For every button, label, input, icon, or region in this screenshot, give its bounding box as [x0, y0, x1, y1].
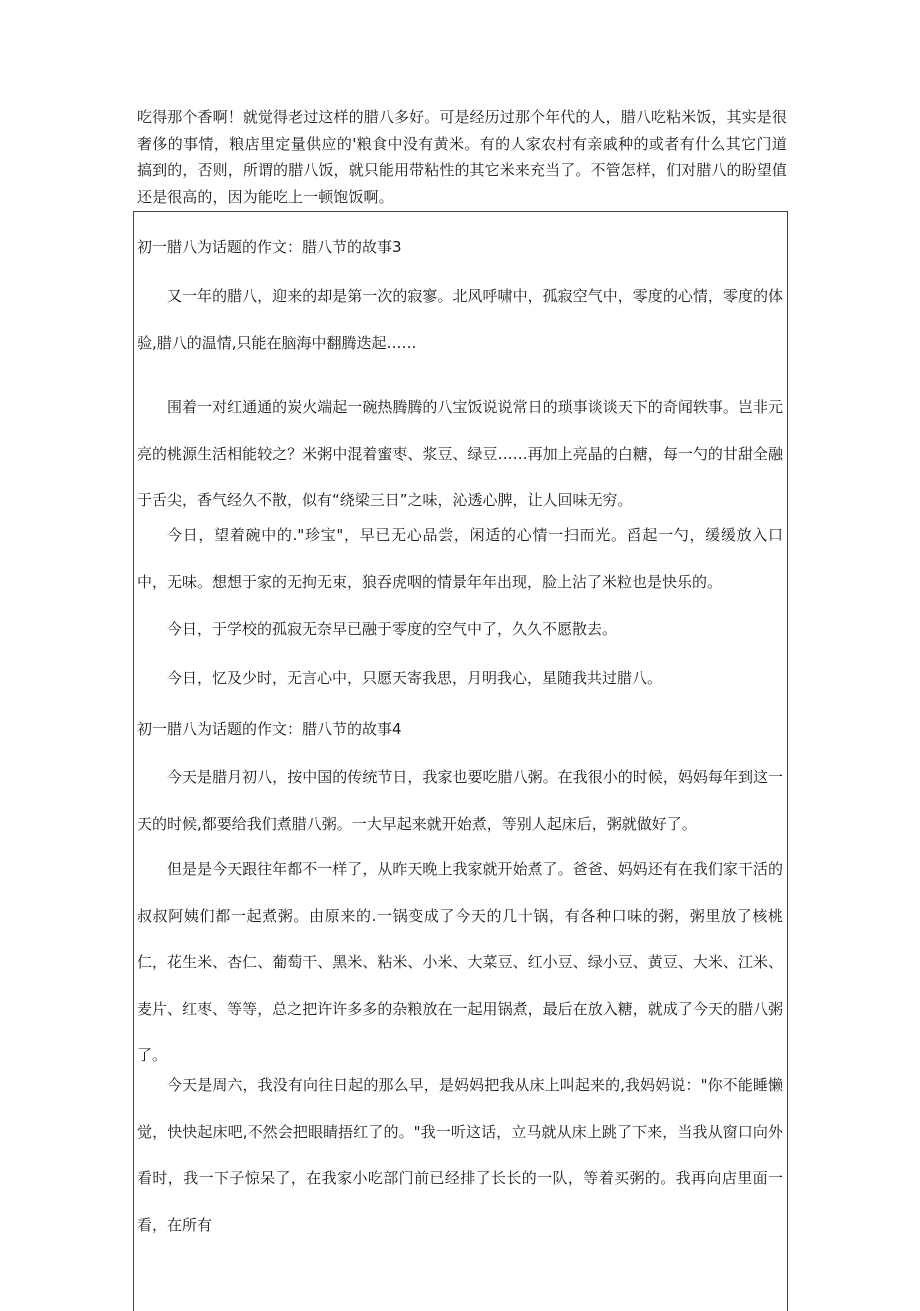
story4-paragraph-1: 今天是腊月初八，按中国的传统节日，我家也要吃腊八粥。在我很小的时候，妈妈每年到这一天的时候,都要给我们煮腊八粥。一大早起来就开始煮，等别人起床后，粥就做好了。	[137, 768, 783, 833]
story3-paragraph-3: 今日，望着碗中的."珍宝"，早已无心品尝，闲适的心情一扫而光。舀起一勺，缓缓放入口中，无味。想想于家的无拘无束，狼吞虎咽的情景年年出现，脸上沾了米粒也是快乐的。	[137, 526, 783, 591]
story4-title: 初一腊八为话题的作文：腊八节的故事4	[137, 720, 402, 738]
story4-paragraph-2: 但是是今天跟往年都不一样了，从昨天晚上我家就开始煮了。爸爸、妈妈还有在我们家干活的叔叔阿姨们都一起煮粥。由原来的.一锅变成了今天的几十锅，有各种口味的粥，粥里放了核桃仁，花生米、杏仁、葡萄干、黑米、粘米、小米、大菜豆、红小豆、绿小豆、黄豆、大米、江米、麦片、红枣、等等，总之把许许多多的杂粮放在一起用锅煮，最后在放入糖，就成了今天的腊八粥了。	[137, 860, 783, 1064]
story4-paragraph-3: 今天是周六，我没有向往日起的那么早，是妈妈把我从床上叫起来的,我妈妈说："你不能睡懒觉，快快起床吧,不然会把眼睛捂红了的。"我一听这话，立马就从床上跳了下来，当我从窗口向外看时，我一下子惊呆了，在我家小吃部门前已经排了长长的一队，等着买粥的。我再向店里面一看，在所有	[137, 1076, 783, 1234]
story3-paragraph-4: 今日，于学校的孤寂无奈早已融于零度的空气中了，久久不愿散去。	[167, 620, 618, 638]
story3-title: 初一腊八为话题的作文：腊八节的故事3	[137, 238, 402, 256]
story3-paragraph-5: 今日，忆及少时，无言心中，只愿天寄我思，月明我心，星随我共过腊八。	[167, 669, 663, 687]
story3-paragraph-2: 围着一对红通通的炭火端起一碗热腾腾的八宝饭说说常日的琐事谈谈天下的奇闻轶事。岂非元亮的桃源生活相能较之？米粥中混着蜜枣、浆豆、绿豆……再加上亮晶的白糖，每一勺的甘甜全融于舌尖，香气经久不散，似有“绕梁三日”之味，沁透心脾，让人回味无穷。	[137, 398, 783, 509]
intro-paragraph: 吃得那个香啊！就觉得老过这样的腊八多好。可是经历过那个年代的人，腊八吃粘米饭，其实是很奢侈的事情，粮店里定量供应的'粮食中没有黄米。有的人家农村有亲戚种的或者有什么其它门道搞到的，否则，所谓的腊八饭，就只能用带粘性的其它米来充当了。不管怎样，们对腊八的盼望值还是很高的，因为能吃上一顿饱饭啊。	[137, 108, 787, 206]
story3-paragraph-1: 又一年的腊八，迎来的却是第一次的寂寥。北风呼啸中，孤寂空气中，零度的心情，零度的体验,腊八的温情,只能在脑海中翻腾迭起……	[137, 287, 783, 352]
